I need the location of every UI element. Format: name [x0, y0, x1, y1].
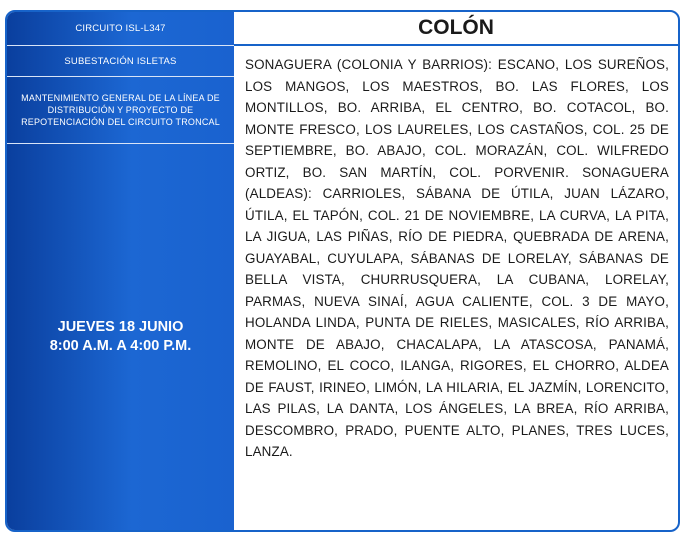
department-title: COLÓN — [234, 12, 678, 46]
substation-name: SUBESTACIÓN ISLETAS — [7, 46, 234, 77]
schedule-block — [7, 144, 234, 530]
circuit-id: CIRCUITO ISL-L347 — [7, 12, 234, 46]
outage-notice-card — [5, 10, 680, 532]
schedule-date: JUEVES 18 JUNIO — [57, 319, 184, 335]
schedule-sidebar — [7, 12, 234, 530]
work-description: MANTENIMIENTO GENERAL DE LA LÍNEA DE DISTRIBUCIÓN Y PROYECTO DE REPOTENCIACIÓN DEL CIRCUITO TRONCAL — [7, 77, 234, 144]
schedule-time: 8:00 A.M. A 4:00 P.M. — [49, 338, 192, 354]
affected-areas-panel — [234, 12, 678, 530]
affected-areas-list: SONAGUERA (COLONIA Y BARRIOS): ESCANO, LOS SUREÑOS, LOS MANGOS, LOS MAESTROS, BO. LAS FLORES, LOS MONTILLOS, BO. ARRIBA, EL CENTRO, BO. COTACOL, BO. MONTE FRESCO, LOS LAURELES, LOS CASTAÑOS, COL. 25 DE SEPTIEMBRE, BO. ABAJO, COL. MORAZÁN, COL. WILFREDO ORTIZ, BO. SAN MARTÍN, COL. PORVENIR. SONAGUERA (ALDEAS): CARRIOLES, SÁBANA DE ÚTILA, JUAN LÁZARO, ÚTILA, EL TAPÓN, COL. 21 DE NOVIEMBRE, LA CURVA, LA PITA, LA JIGUA, LAS PIÑAS, RÍO DE PIEDRA, QUEBRADA DE ARENA, GUAYABAL, CUYULAPA, SÁBANAS DE LORELAY, SÁBANAS DE BELLA VISTA, CHURRUSQUERA, LA CUBANA, LORELAY, PARMAS, NUEVA SINAÍ, AGUA CALIENTE, COL. 3 DE MAYO, HOLANDA LINDA, PUNTA DE RIELES, MASICALES, RÍO ARRIBA, MONTE DE ABAJO, CHACALAPA, LA ATASCOSA, PANAMÁ, REMOLINO, EL COCO, ILANGA, RIGORES, EL CHORRO, ALDEA DE FAUST, IRINEO, LIMÓN, LA HILARIA, EL JAZMÍN, LORENCITO, LAS PILAS, LA DANTA, LOS ÁNGELES, LA BREA, RÍO ARRIBA, DESCOMBRO, PRADO, PUENTE ALTO, PLANES, TRES LUCES, LANZA. — [245, 57, 669, 459]
